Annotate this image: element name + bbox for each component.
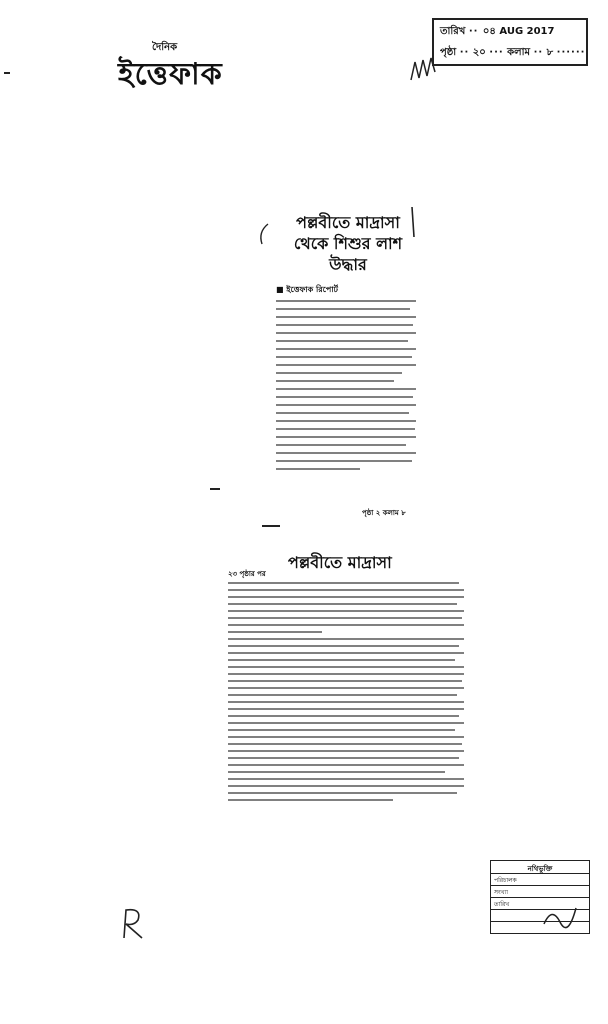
article-headline (278, 212, 418, 275)
stamp-column-label: কলাম (507, 47, 531, 58)
margin-dash (4, 72, 10, 74)
stamp-date-label: তারিখ (440, 26, 466, 37)
headline-line: থেকে শিশুর লাশ (293, 234, 403, 253)
margin-dash (210, 488, 220, 490)
masthead-daily-label: দৈনিক (152, 42, 178, 53)
handwritten-initials (540, 900, 580, 934)
date-page-stamp (432, 18, 588, 66)
stamp-date-row: তারিখ ·· ০৪ AUG 2017 (440, 26, 555, 37)
headline-line: উদ্ধার (329, 255, 367, 274)
headline-line: পল্লবীতে মাদ্রাসা (296, 213, 400, 232)
stamp-page-value: ২০ (472, 47, 486, 58)
stamp-page-label: পৃষ্ঠা (440, 47, 457, 58)
continuation-headline: পল্লবীতে মাদ্রাসা (288, 553, 392, 572)
article-body-column (276, 294, 416, 476)
stamp-column-value: ৮ (546, 47, 554, 58)
filing-box-title: নথিভুক্তি (527, 865, 553, 873)
continued-to-label: পৃষ্ঠা ২ কলাম ৮ (362, 509, 406, 517)
article-byline: ■ ইত্তেফাক রিপোর্ট (276, 284, 338, 297)
stamp-date-value: ০৪ AUG 2017 (482, 26, 555, 37)
filing-box-row: সংখ্যা (494, 889, 508, 896)
continued-from-label: ২৩ পৃষ্ঠার পর (228, 570, 266, 578)
newspaper-masthead: ইত্তেফাক (118, 57, 223, 92)
margin-dash (262, 525, 280, 527)
continuation-body (228, 577, 464, 806)
filing-box-row: তারিখ (494, 901, 510, 908)
stamp-page-row: পৃষ্ঠা ·· ২০ ··· কলাম ·· ৮ ······ (440, 47, 586, 58)
pen-bracket-mark (256, 222, 272, 246)
handwritten-annotation-mark (116, 904, 150, 944)
filing-box-row: পরিচালক (494, 877, 517, 884)
